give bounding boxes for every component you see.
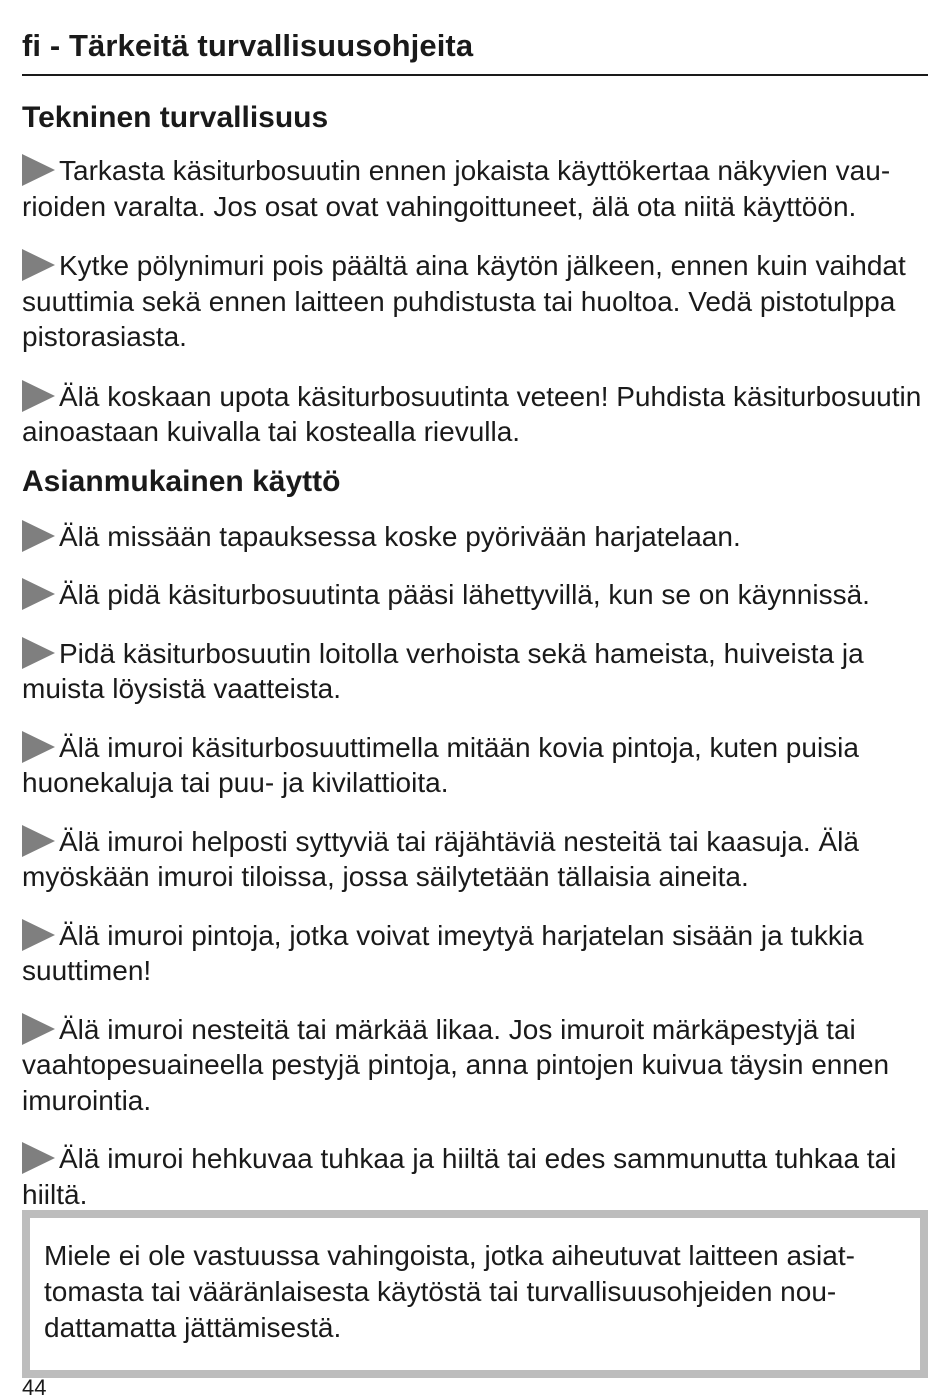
triangle-arrow-right-icon xyxy=(22,825,55,857)
instruction-text: Pidä käsiturbosuutin loitolla verhoista sekä hameista, huiveista ja muista löysistä vaatteista. xyxy=(22,637,864,704)
triangle-arrow-right-icon xyxy=(22,1013,55,1045)
triangle-arrow-right-icon xyxy=(22,637,55,669)
instruction-text: Älä pidä käsiturbosuutinta pääsi lähettyvillä, kun se on käynnissä. xyxy=(59,579,870,610)
triangle-arrow-right-icon xyxy=(22,919,55,951)
page-title: fi - Tärkeitä turvallisuusohjeita xyxy=(22,28,474,63)
section-proper-use xyxy=(22,460,928,1213)
liability-note-box xyxy=(22,1210,928,1378)
liability-note-text: Miele ei ole vastuussa vahingoista, jotka aiheutuvat laitteen asiattomasta tai vääränlaisesta käytöstä tai turvallisuusohjeiden noudattamatta jättämisestä. xyxy=(44,1240,855,1343)
title-divider xyxy=(22,74,928,76)
instruction-item xyxy=(22,1140,928,1212)
instruction-item xyxy=(22,729,928,801)
instruction-item xyxy=(22,1011,928,1119)
instruction-text: Älä imuroi hehkuvaa tuhkaa ja hiiltä tai edes sammunutta tuhkaa tai hiiltä. xyxy=(22,1143,897,1210)
instruction-text: Älä imuroi käsiturbosuuttimella mitään kovia pintoja, kuten puisia huonekaluja tai puu- ja kivilattioita. xyxy=(22,731,859,798)
section-technical-safety xyxy=(22,96,928,450)
instruction-item xyxy=(22,576,928,613)
triangle-arrow-right-icon xyxy=(22,578,55,610)
instruction-text: Tarkasta käsiturbosuutin ennen jokaista käyttökertaa näkyvien vaurioiden varalta. Jos osat ovat vahingoittuneet, älä ota niitä käyttöön. xyxy=(22,155,891,222)
triangle-arrow-right-icon xyxy=(22,520,55,552)
instruction-item xyxy=(22,635,928,707)
triangle-arrow-right-icon xyxy=(22,380,55,412)
instruction-text: Kytke pölynimuri pois päältä aina käytön jälkeen, ennen kuin vaihdat suuttimia sekä ennen laitteen puhdistusta tai huoltoa. Vedä pistotulppa pistorasiasta. xyxy=(22,250,906,352)
instruction-item xyxy=(22,917,928,989)
instruction-item xyxy=(22,247,928,355)
instruction-item xyxy=(22,823,928,895)
section-heading: Tekninen turvallisuus xyxy=(22,101,329,134)
instruction-item xyxy=(22,152,928,224)
triangle-arrow-right-icon xyxy=(22,731,55,763)
triangle-arrow-right-icon xyxy=(22,249,55,281)
section-heading: Asianmukainen käyttö xyxy=(22,464,341,498)
instruction-text: Älä imuroi helposti syttyviä tai räjähtäviä nesteitä tai kaasuja. Älä myöskään imuroi tiloissa, jossa säilytetään tällaisia aineita. xyxy=(22,825,859,892)
document-body xyxy=(22,96,928,1234)
instruction-text: Älä missään tapauksessa koske pyörivään harjatelaan. xyxy=(59,520,741,552)
triangle-arrow-right-icon xyxy=(22,1142,55,1174)
instruction-item xyxy=(22,518,928,555)
page-number: 44 xyxy=(22,1375,47,1400)
instruction-item xyxy=(22,378,928,450)
instruction-text: Älä koskaan upota käsiturbosuutinta veteen! Puhdista käsiturbosuutin ainoastaan kuivalla tai kostealla rievulla. xyxy=(22,380,922,447)
instruction-text: Älä imuroi pintoja, jotka voivat imeytyä harjatelan sisään ja tukkia suuttimen! xyxy=(22,919,864,986)
instruction-text: Älä imuroi nesteitä tai märkää likaa. Jos imuroit märkäpestyjä tai vaahtopesuaineella pestyjä pintoja, anna pintojen kuivua täysin ennen imurointia. xyxy=(22,1013,890,1116)
triangle-arrow-right-icon xyxy=(22,154,55,186)
